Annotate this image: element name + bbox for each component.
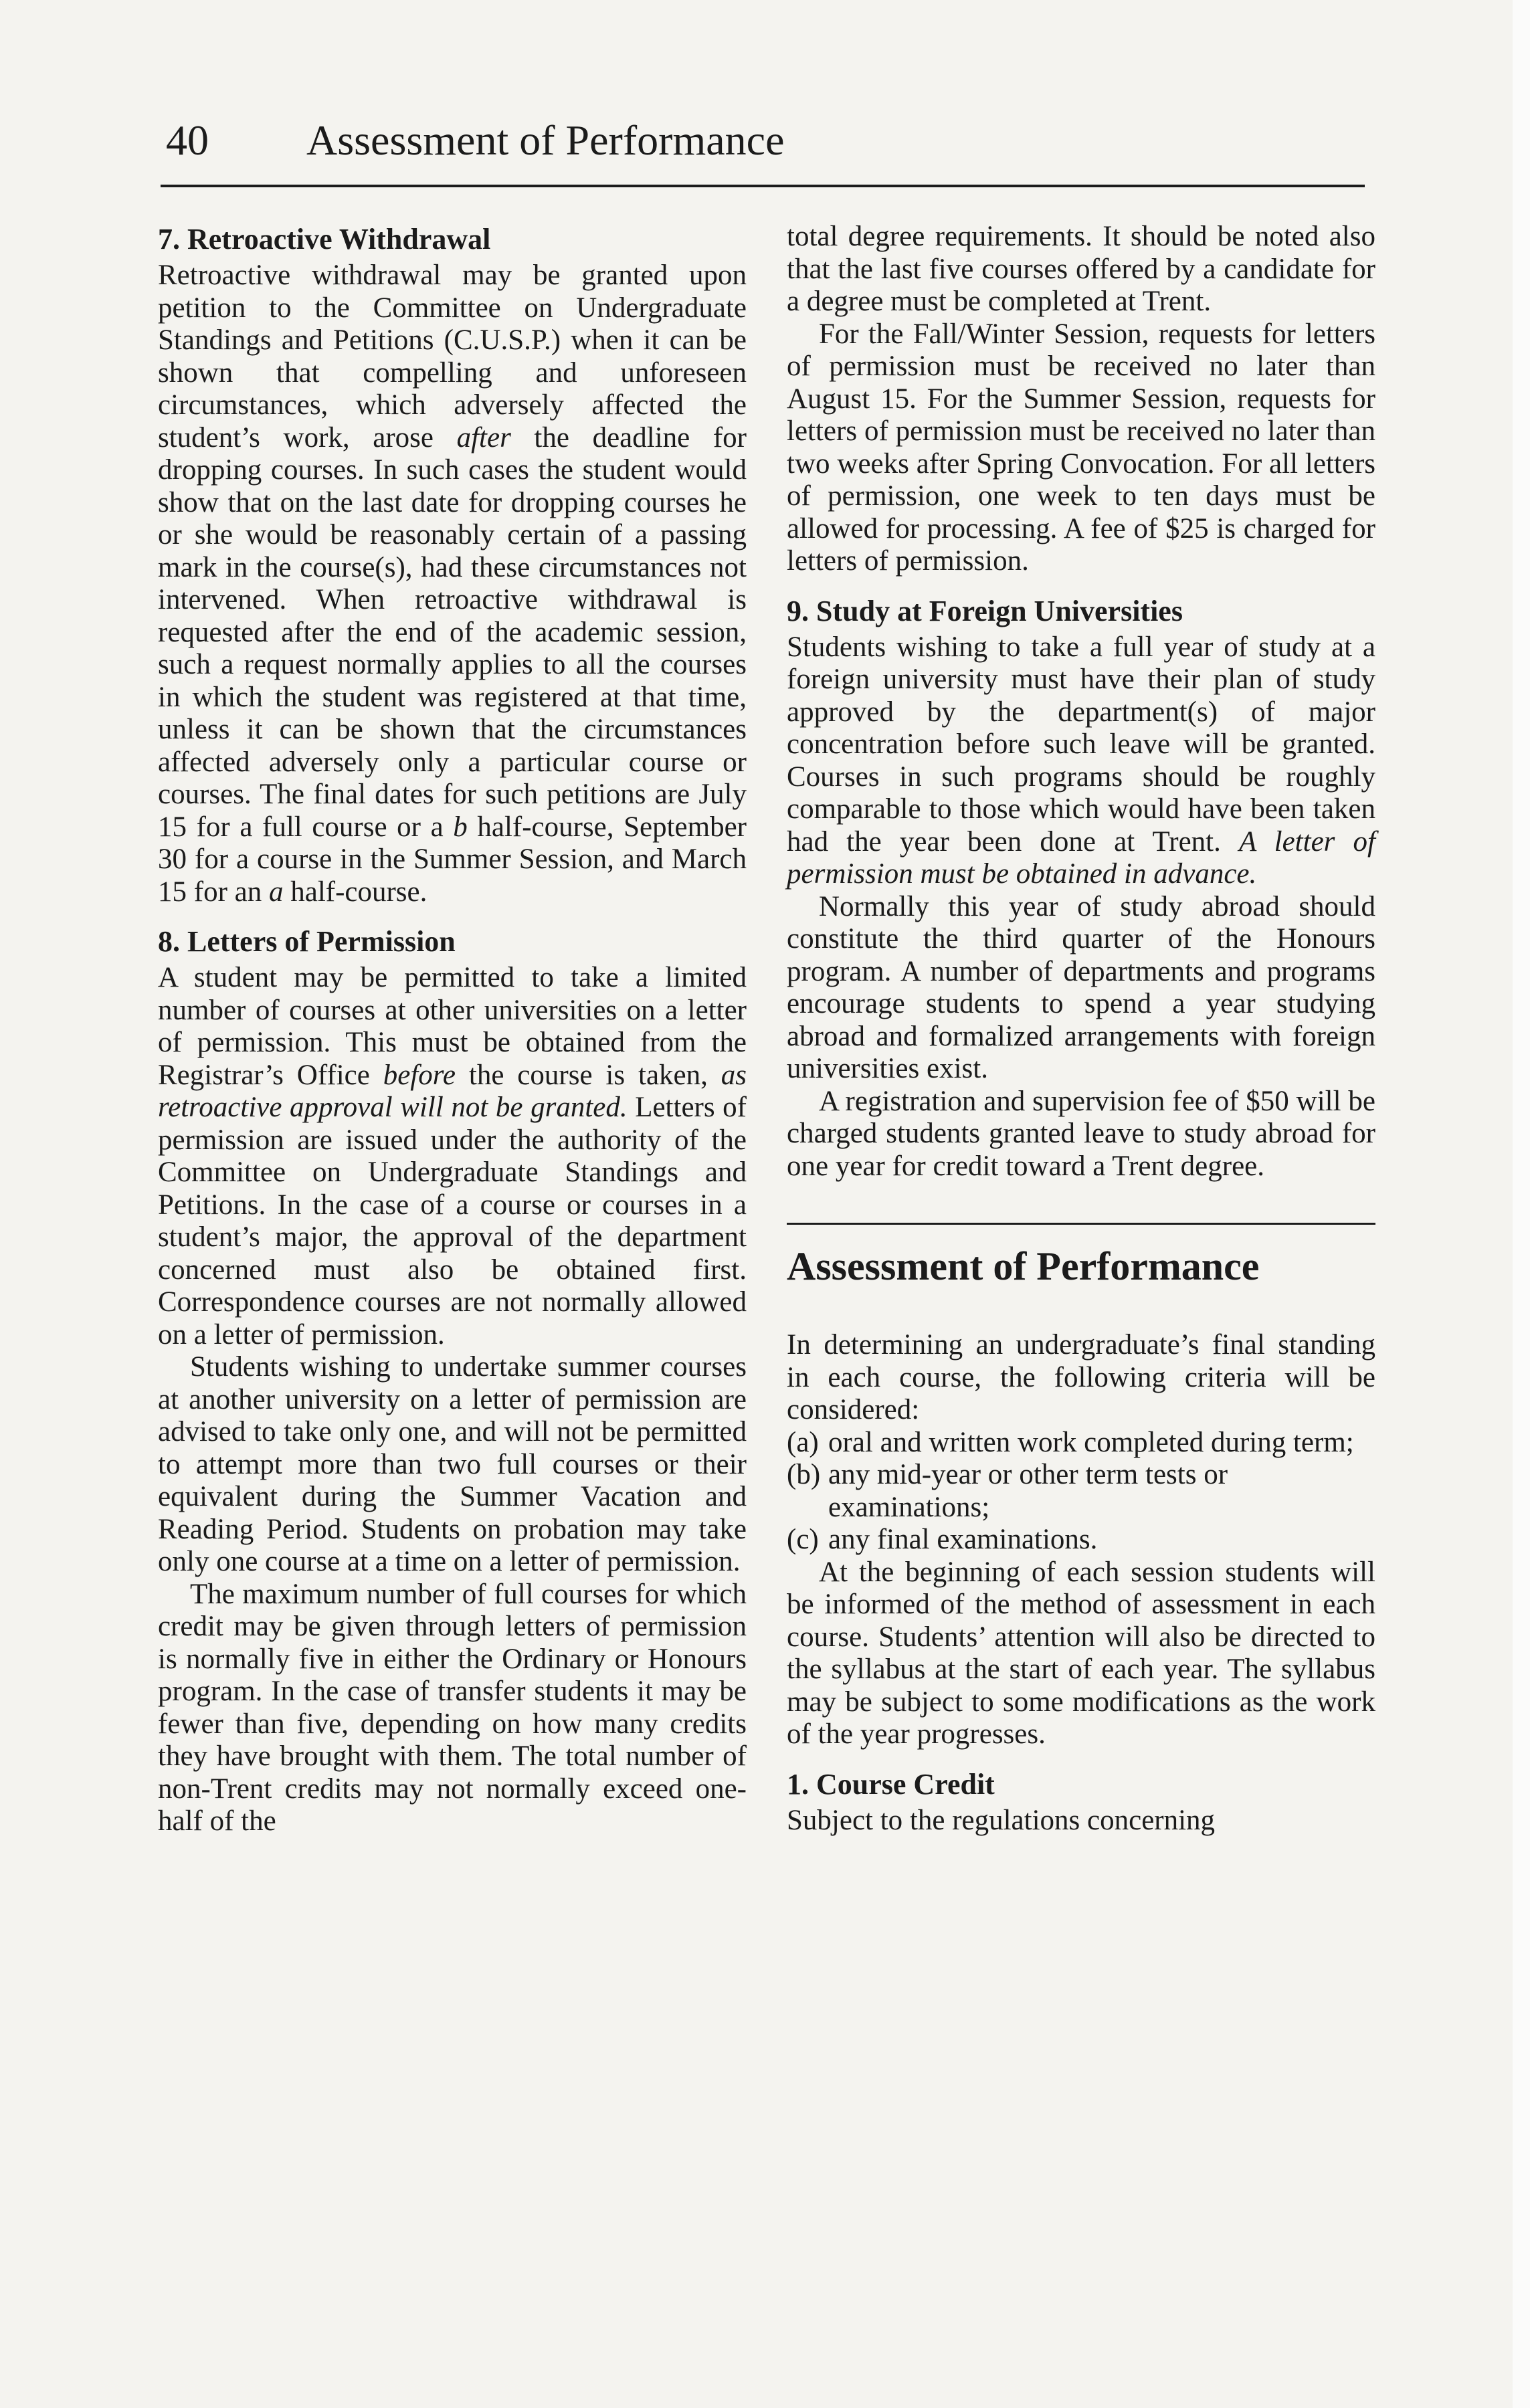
paragraph-study-abroad: Normally this year of study abroad should constitute the third quarter of the Honours program. A number of departments and programs encourage students to spend a year studying abroad and formalized arrangements with foreign universities exist.	[787, 890, 1375, 1084]
paragraph-degree-requirements: total degree requirements. It should be noted also that the last five courses offered by a candidate for a degree must be completed at Trent.	[787, 221, 1375, 317]
paragraph-foreign-study: Students wishing to take a full year of study at a foreign university must have their plan of study approved by the department(s) of major concentration before such leave will be granted. Courses in such programs should be roughly comparable to those which would have been taken had the year been done at Trent. A letter of permission must be obtained in advance.	[787, 631, 1375, 890]
paragraph-request-deadlines: For the Fall/Winter Session, requests for letters of permission must be received no later than August 15. For the Summer Session, requests for letters of permission must be received no later than two weeks after Spring Convocation. For all letters of permission, one week to ten days must be allowed for processing. A fee of $25 is charged for letters of permission.	[787, 318, 1375, 577]
paragraph-maximum-courses: The maximum number of full courses for which credit may be given through letters of permission is normally five in either the Ordinary or Honours program. In the case of transfer students it may be fewer than five, depending on how many credits they have brought with them. The total number of non-Trent credits may not normally exceed one-half of the	[158, 1578, 747, 1837]
heading-letters-of-permission: 8. Letters of Permission	[158, 925, 456, 958]
running-title: Assessment of Performance	[306, 116, 785, 164]
paragraph-assessment-method: At the beginning of each session students will be informed of the method of assessment in each course. Students’ attention will also be directed to the syllabus at the start of each year. The syllabus may be subject to some modifications as the work of the year progresses.	[787, 1556, 1375, 1750]
paragraph-supervision-fee: A registration and supervision fee of $50 will be charged students granted leave to study abroad for one year for credit toward a Trent degree.	[787, 1085, 1375, 1182]
list-item: (c) any final examinations.	[787, 1524, 1098, 1555]
paragraph-course-credit: Subject to the regulations concerning	[787, 1804, 1216, 1836]
left-column	[158, 221, 747, 1838]
list-item: (b) any mid-year or other term tests or examinations;	[787, 1459, 1228, 1523]
paragraph-summer-courses: Students wishing to undertake summer courses at another university on a letter of permission are advised to take only one, and will not be permitted to attempt more than two full courses or their equivalent during the Summer Vacation and Reading Period. Students on probation may take only one course at a time on a letter of permission.	[158, 1351, 747, 1577]
paragraph-criteria-intro: In determining an undergraduate’s final standing in each course, the following criteria will be considered:	[787, 1329, 1375, 1425]
page-header	[161, 100, 1365, 194]
right-column	[787, 221, 1375, 1837]
heading-retroactive-withdrawal: 7. Retroactive Withdrawal	[158, 223, 491, 256]
criteria-list	[787, 1427, 1375, 1557]
heading-course-credit: 1. Course Credit	[787, 1767, 995, 1801]
section-title: Assessment of Performance	[787, 1244, 1260, 1288]
heading-foreign-universities: 9. Study at Foreign Universities	[787, 594, 1183, 627]
section-rule	[787, 1223, 1375, 1225]
list-item: (a) oral and written work completed during term;	[787, 1426, 1354, 1458]
paragraph-retroactive-withdrawal: Retroactive withdrawal may be granted upon petition to the Committee on Undergraduate Standings and Petitions (C.U.S.P.) when it can be shown that compelling and unforeseen circumstances, which adversely affected the student’s work, arose after the deadline for dropping courses. In such cases the student would show that on the last date for dropping courses he or she would be reasonably certain of a passing mark in the course(s), had these circumstances not intervened. When retroactive withdrawal is requested after the end of the academic session, such a request normally applies to all the courses in which the student was registered at that time, unless it can be shown that the circumstances affected adversely only a particular course or courses. The final dates for such petitions are July 15 for a full course or a b half-course, September 30 for a course in the Summer Session, and March 15 for an a half-course.	[158, 260, 747, 908]
header-rule	[161, 185, 1365, 187]
scan-edge	[1513, 0, 1530, 2408]
page-number: 40	[166, 116, 209, 164]
paragraph-letters-of-permission: A student may be permitted to take a limited number of courses at other universities on a letter of permission. This must be obtained from the Registrar’s Office before the course is taken, as retroactive approval will not be granted. Letters of permission are issued under the authority of the Committee on Undergraduate Standings and Petitions. In the case of a course or courses in a student’s major, the approval of the department concerned must also be obtained first. Correspondence courses are not normally allowed on a letter of permission.	[158, 962, 747, 1350]
